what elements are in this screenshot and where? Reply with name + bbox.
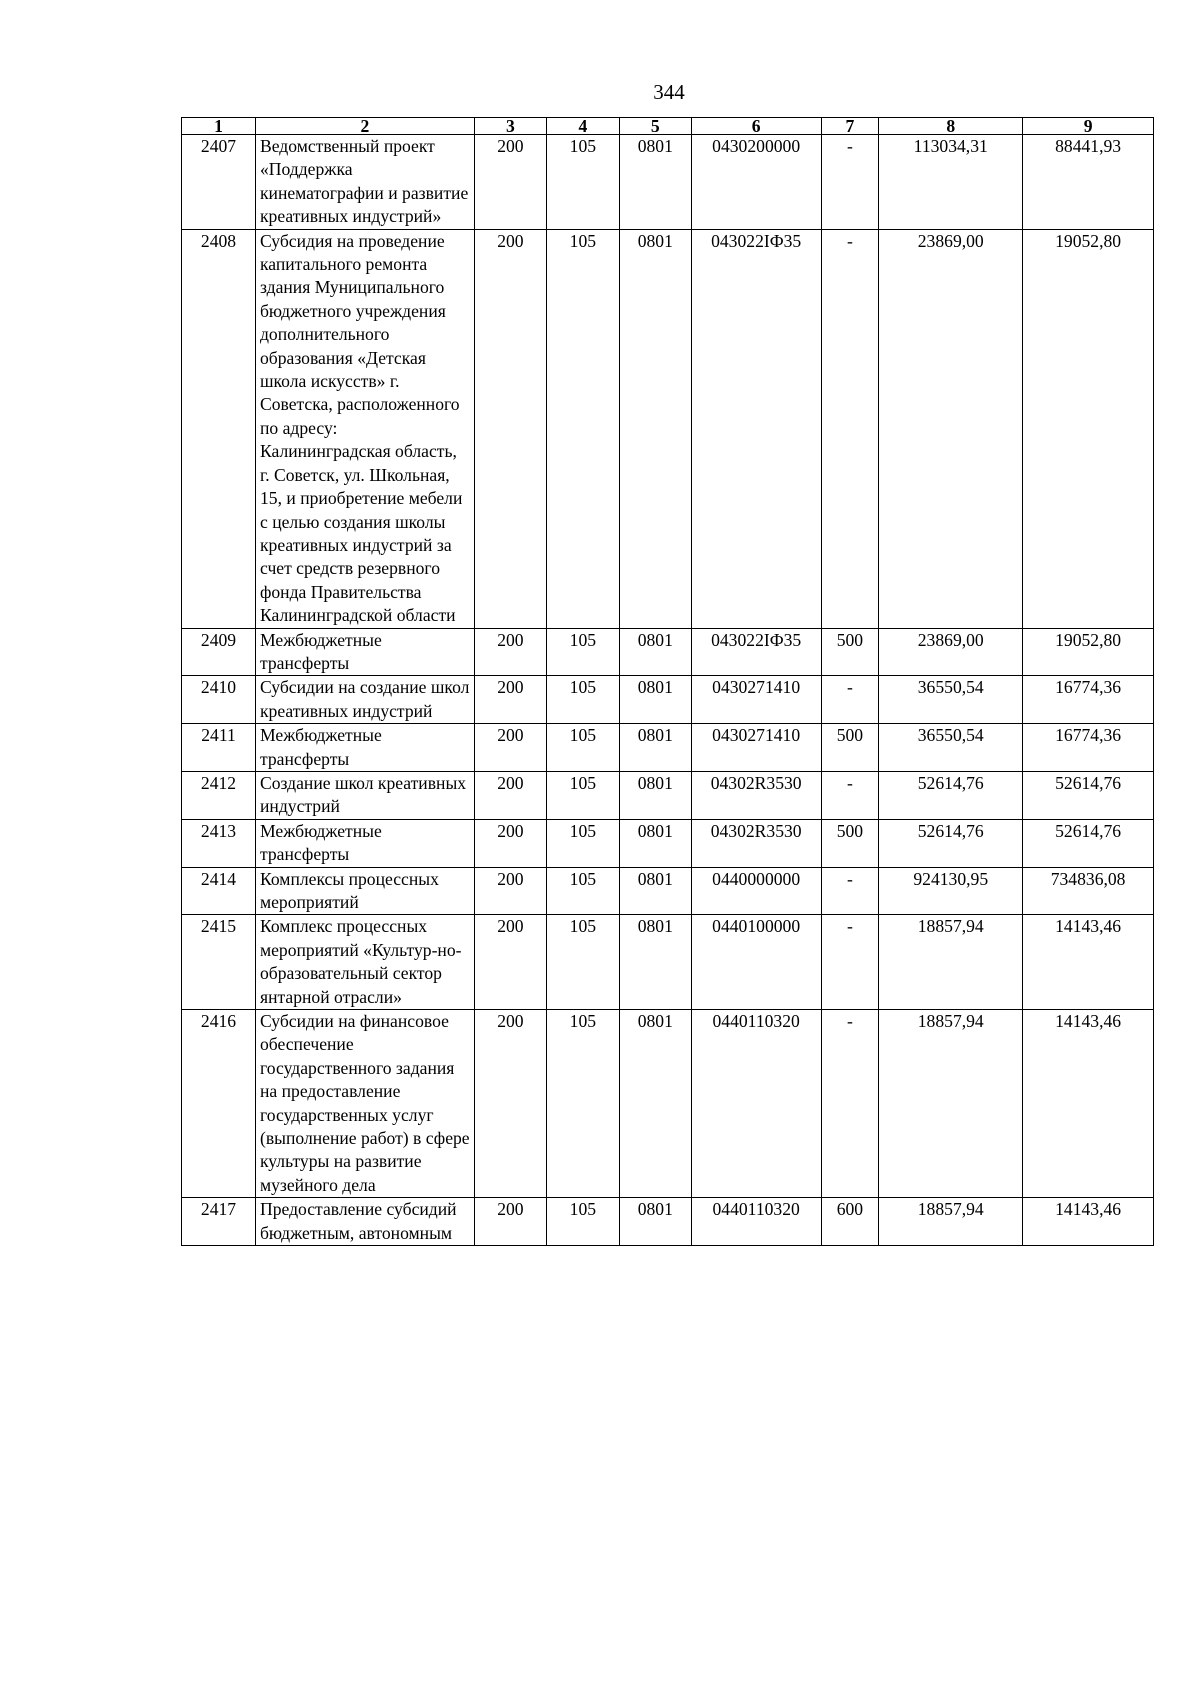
code-cell: 0440000000 — [691, 867, 821, 915]
row-number-cell: 2417 — [182, 1198, 256, 1246]
row-number-cell: 2409 — [182, 628, 256, 676]
row-number-cell: 2408 — [182, 229, 256, 628]
page-number: 344 — [653, 80, 685, 104]
code-cell: 200 — [474, 867, 546, 915]
code-cell: - — [821, 229, 879, 628]
column-header: 9 — [1023, 118, 1154, 135]
code-cell: 200 — [474, 1198, 546, 1246]
code-cell: - — [821, 915, 879, 1010]
name-cell: Субсидии на создание школ креативных индустрий — [255, 676, 474, 724]
code-cell: 105 — [546, 1010, 619, 1198]
table-row — [182, 819, 1154, 867]
code-cell: 200 — [474, 628, 546, 676]
column-header: 5 — [619, 118, 691, 135]
code-cell: 0440110320 — [691, 1198, 821, 1246]
code-cell: 0430200000 — [691, 135, 821, 230]
amount-cell: 16774,36 — [1023, 724, 1154, 772]
name-cell: Комплекс процессных мероприятий «Культур-но-образовательный сектор янтарной отрасли» — [255, 915, 474, 1010]
amount-cell: 52614,76 — [1023, 771, 1154, 819]
code-cell: 500 — [821, 724, 879, 772]
table-row — [182, 135, 1154, 230]
amount-cell: 16774,36 — [1023, 676, 1154, 724]
amount-cell: 19052,80 — [1023, 628, 1154, 676]
amount-cell: 14143,46 — [1023, 1010, 1154, 1198]
code-cell: 0801 — [619, 676, 691, 724]
code-cell: 105 — [546, 867, 619, 915]
code-cell: 0801 — [619, 1198, 691, 1246]
code-cell: 105 — [546, 628, 619, 676]
row-number-cell: 2410 — [182, 676, 256, 724]
code-cell: 500 — [821, 819, 879, 867]
code-cell: 105 — [546, 771, 619, 819]
row-number-cell: 2412 — [182, 771, 256, 819]
code-cell: 0801 — [619, 229, 691, 628]
code-cell: 200 — [474, 915, 546, 1010]
code-cell: 105 — [546, 229, 619, 628]
code-cell: 04302R3530 — [691, 771, 821, 819]
code-cell: 0801 — [619, 135, 691, 230]
code-cell: 200 — [474, 819, 546, 867]
code-cell: - — [821, 135, 879, 230]
code-cell: 105 — [546, 819, 619, 867]
column-header: 7 — [821, 118, 879, 135]
code-cell: 105 — [546, 724, 619, 772]
row-number-cell: 2416 — [182, 1010, 256, 1198]
table-row — [182, 1198, 1154, 1246]
name-cell: Межбюджетные трансферты — [255, 628, 474, 676]
code-cell: 0801 — [619, 915, 691, 1010]
name-cell: Субсидия на проведение капитального ремонта здания Муниципального бюджетного учреждения дополнительного образования «Детская школа искусств» г. Советска, расположенного по адресу: Калининградская область, г. Советск, ул. Школьная, 15, и приобретение мебели с целью создания школы креативных индустрий за счет средств резервного фонда Правительства Калининградской области — [255, 229, 474, 628]
name-cell: Межбюджетные трансферты — [255, 724, 474, 772]
amount-cell: 52614,76 — [1023, 819, 1154, 867]
amount-cell: 924130,95 — [879, 867, 1023, 915]
code-cell: 04302R3530 — [691, 819, 821, 867]
amount-cell: 52614,76 — [879, 771, 1023, 819]
table-row — [182, 915, 1154, 1010]
code-cell: 200 — [474, 135, 546, 230]
amount-cell: 18857,94 — [879, 915, 1023, 1010]
column-header: 1 — [182, 118, 256, 135]
amount-cell: 88441,93 — [1023, 135, 1154, 230]
amount-cell: 36550,54 — [879, 724, 1023, 772]
amount-cell: 36550,54 — [879, 676, 1023, 724]
code-cell: 105 — [546, 915, 619, 1010]
name-cell: Создание школ креативных индустрий — [255, 771, 474, 819]
code-cell: 0801 — [619, 628, 691, 676]
row-number-cell: 2413 — [182, 819, 256, 867]
code-cell: - — [821, 771, 879, 819]
column-header: 3 — [474, 118, 546, 135]
amount-cell: 14143,46 — [1023, 915, 1154, 1010]
code-cell: 105 — [546, 135, 619, 230]
amount-cell: 18857,94 — [879, 1198, 1023, 1246]
table-row — [182, 771, 1154, 819]
amount-cell: 18857,94 — [879, 1010, 1023, 1198]
code-cell: 200 — [474, 676, 546, 724]
name-cell: Межбюджетные трансферты — [255, 819, 474, 867]
table-row — [182, 628, 1154, 676]
column-header: 6 — [691, 118, 821, 135]
code-cell: 043022IФ35 — [691, 229, 821, 628]
code-cell: - — [821, 676, 879, 724]
budget-table — [181, 117, 1154, 1246]
code-cell: 0440110320 — [691, 1010, 821, 1198]
code-cell: 200 — [474, 229, 546, 628]
header-row — [182, 118, 1154, 135]
amount-cell: 113034,31 — [879, 135, 1023, 230]
code-cell: 105 — [546, 676, 619, 724]
code-cell: 0430271410 — [691, 676, 821, 724]
code-cell: 200 — [474, 771, 546, 819]
name-cell: Предоставление субсидий бюджетным, автономным — [255, 1198, 474, 1246]
code-cell: 0430271410 — [691, 724, 821, 772]
row-number-cell: 2414 — [182, 867, 256, 915]
amount-cell: 23869,00 — [879, 628, 1023, 676]
code-cell: 0440100000 — [691, 915, 821, 1010]
table-row — [182, 676, 1154, 724]
amount-cell: 19052,80 — [1023, 229, 1154, 628]
code-cell: - — [821, 1010, 879, 1198]
code-cell: 200 — [474, 1010, 546, 1198]
amount-cell: 23869,00 — [879, 229, 1023, 628]
row-number-cell: 2411 — [182, 724, 256, 772]
code-cell: 0801 — [619, 1010, 691, 1198]
code-cell: 600 — [821, 1198, 879, 1246]
amount-cell: 734836,08 — [1023, 867, 1154, 915]
row-number-cell: 2407 — [182, 135, 256, 230]
code-cell: 105 — [546, 1198, 619, 1246]
row-number-cell: 2415 — [182, 915, 256, 1010]
code-cell: 0801 — [619, 819, 691, 867]
name-cell: Комплексы процессных мероприятий — [255, 867, 474, 915]
column-header: 8 — [879, 118, 1023, 135]
name-cell: Ведомственный проект «Поддержка кинематографии и развитие креативных индустрий» — [255, 135, 474, 230]
amount-cell: 52614,76 — [879, 819, 1023, 867]
column-header: 2 — [255, 118, 474, 135]
table-row — [182, 229, 1154, 628]
name-cell: Субсидии на финансовое обеспечение государственного задания на предоставление государственных услуг (выполнение работ) в сфере культуры на развитие музейного дела — [255, 1010, 474, 1198]
code-cell: 0801 — [619, 867, 691, 915]
amount-cell: 14143,46 — [1023, 1198, 1154, 1246]
table-row — [182, 724, 1154, 772]
code-cell: 0801 — [619, 724, 691, 772]
code-cell: 043022IФ35 — [691, 628, 821, 676]
code-cell: 0801 — [619, 771, 691, 819]
code-cell: 200 — [474, 724, 546, 772]
code-cell: - — [821, 867, 879, 915]
code-cell: 500 — [821, 628, 879, 676]
column-header: 4 — [546, 118, 619, 135]
table-row — [182, 867, 1154, 915]
table-row — [182, 1010, 1154, 1198]
